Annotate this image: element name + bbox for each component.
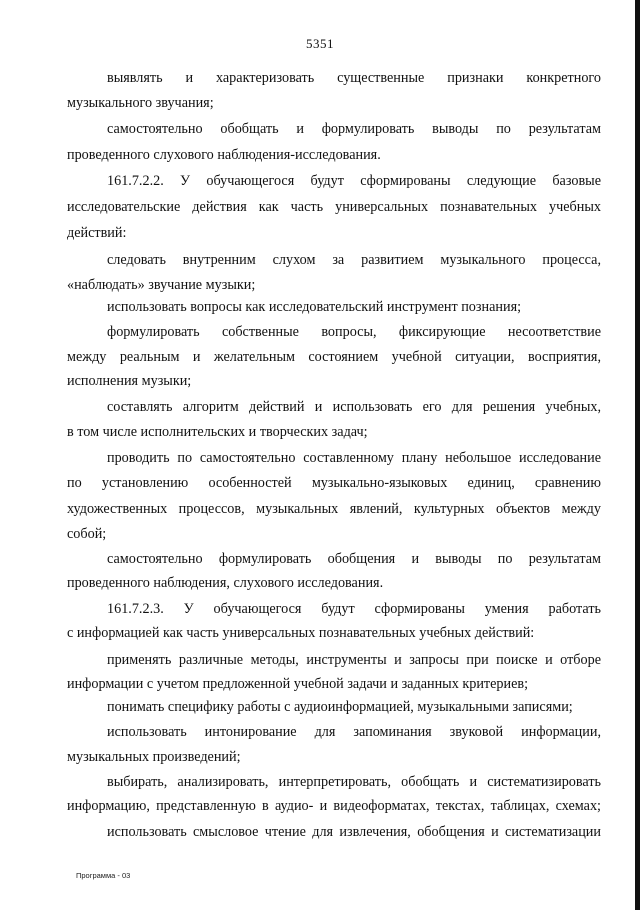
text-line: между реальным и желательным состоянием учебной ситуации, восприятия, <box>67 349 601 365</box>
text-line: понимать специфику работы с аудиоинформацией, музыкальными записями; <box>107 699 573 715</box>
text-line: формулировать собственные вопросы, фиксирующие несоответствие <box>107 324 601 340</box>
text-line: собой; <box>67 526 107 542</box>
text-line: исполнения музыки; <box>67 373 192 389</box>
text-line: «наблюдать» звучание музыки; <box>67 277 256 293</box>
text-line: использовать вопросы как исследовательский инструмент познания; <box>107 299 522 315</box>
text-line: с информацией как часть универсальных познавательных учебных действий: <box>67 625 535 641</box>
text-line: самостоятельно формулировать обобщения и выводы по результатам <box>107 551 601 567</box>
text-line: выявлять и характеризовать существенные признаки конкретного <box>107 70 601 86</box>
text-line: 161.7.2.2. У обучающегося будут сформированы следующие базовые <box>107 173 601 189</box>
text-line: проведенного слухового наблюдения-исследования. <box>67 147 381 163</box>
text-line: выбирать, анализировать, интерпретировать, обобщать и систематизировать <box>107 774 601 790</box>
text-line: использовать смысловое чтение для извлечения, обобщения и систематизации <box>107 824 601 840</box>
text-line: музыкальных произведений; <box>67 749 241 765</box>
text-line: использовать интонирование для запоминания звуковой информации, <box>107 724 601 740</box>
text-line: проводить по самостоятельно составленному плану небольшое исследование <box>107 450 601 466</box>
text-line: применять различные методы, инструменты и запросы при поиске и отборе <box>107 652 601 668</box>
text-line: составлять алгоритм действий и использовать его для решения учебных, <box>107 399 601 415</box>
scan-edge <box>635 0 640 910</box>
text-line: информации с учетом предложенной учебной задачи и заданных критериев; <box>67 676 529 692</box>
text-line: художественных процессов, музыкальных явлений, культурных объектов между <box>67 501 601 517</box>
text-line: информацию, представленную в аудио- и видеоформатах, текстах, таблицах, схемах; <box>67 798 601 814</box>
text-line: в том числе исполнительских и творческих задач; <box>67 424 368 440</box>
text-line: по установлению особенностей музыкально-языковых единиц, сравнению <box>67 475 601 491</box>
text-line: следовать внутренним слухом за развитием музыкального процесса, <box>107 252 601 268</box>
text-line: 161.7.2.3. У обучающегося будут сформированы умения работать <box>107 601 601 617</box>
text-line: самостоятельно обобщать и формулировать выводы по результатам <box>107 121 601 137</box>
text-line: исследовательские действия как часть универсальных познавательных учебных <box>67 199 601 215</box>
page-number: 5351 <box>306 36 334 51</box>
text-line: действий: <box>67 225 127 241</box>
text-line: проведенного наблюдения, слухового исследования. <box>67 575 384 591</box>
footer-label: Программа - 03 <box>76 871 131 880</box>
text-line: музыкального звучания; <box>67 95 214 111</box>
